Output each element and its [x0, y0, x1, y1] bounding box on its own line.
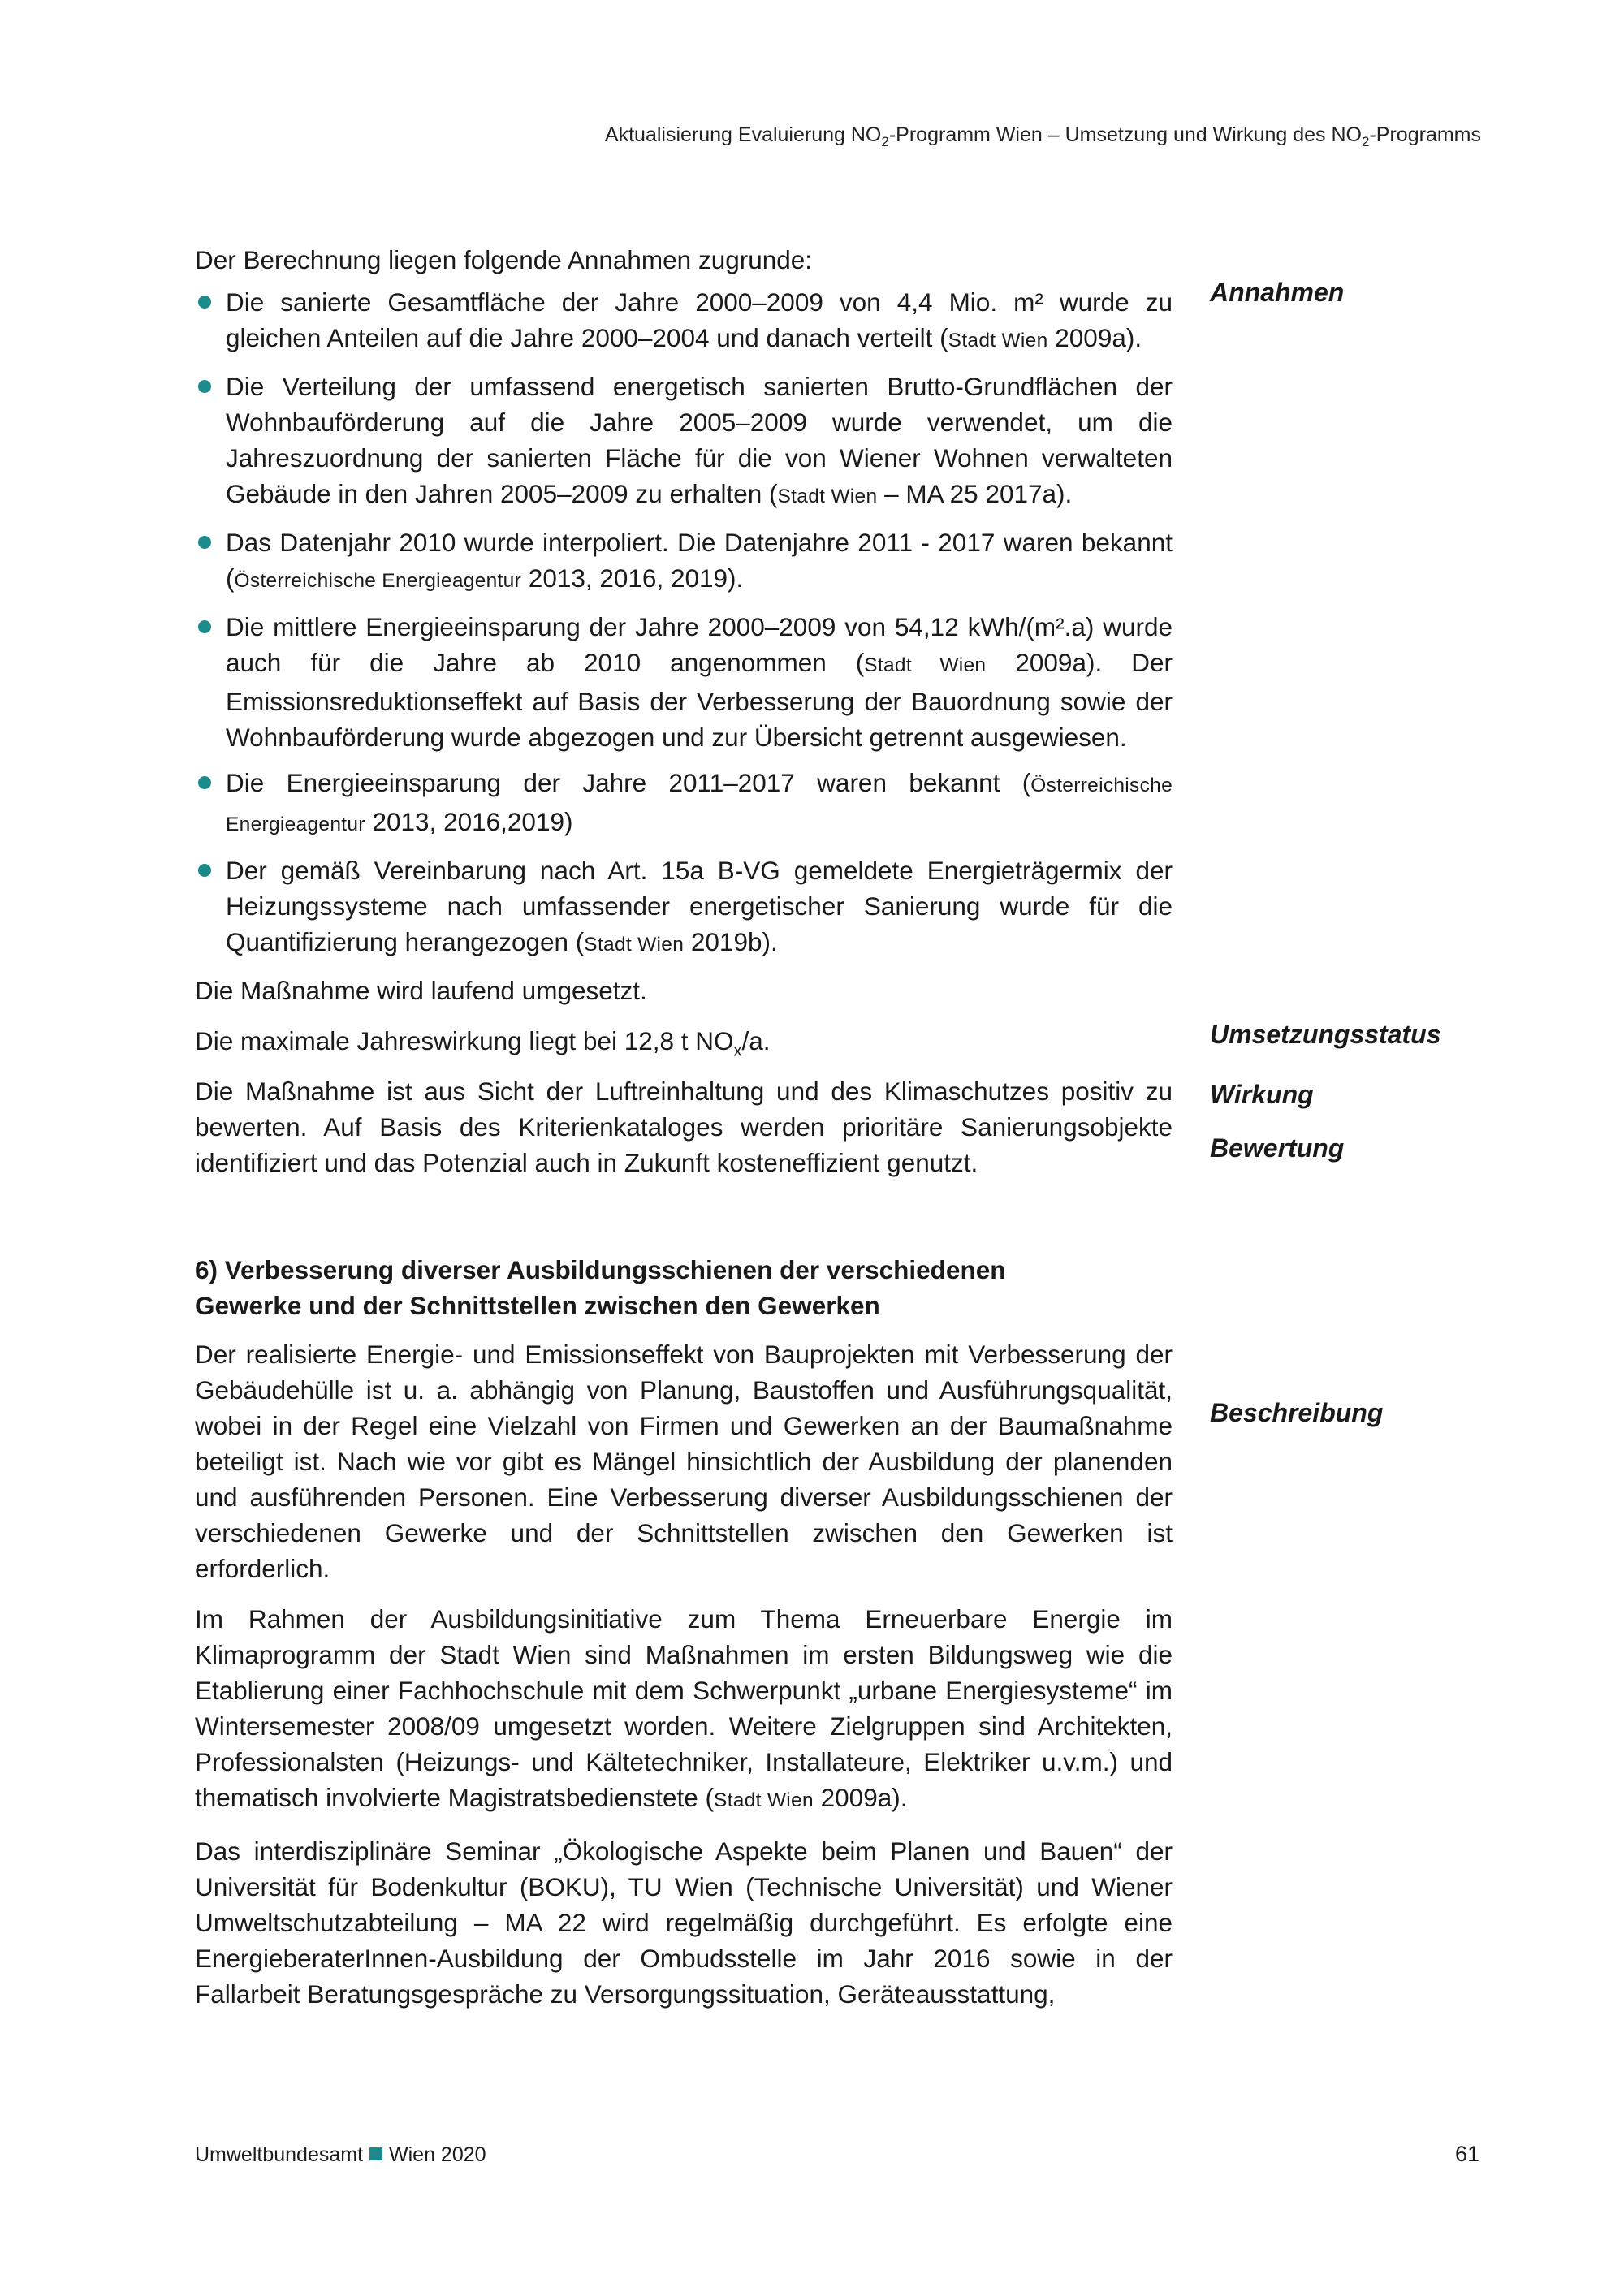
description-paragraph-1: Der realisierte Energie- und Emissionseffekt von Bauprojekten mit Verbesserung der Gebäudehülle ist u. a. abhängig von Planung, Baustoffen und Ausführungsqualität, wobei in der Regel eine Vielzahl von Firmen und Gewerken an der Baumaßnahme beteiligt ist. Nach wie vor gibt es Mängel hinsichtlich der Ausbildung der planenden und ausführenden Personen. Eine Verbesserung diverser Ausbildungsschienen der verschiedenen Gewerke und der Schnittstellen zwischen den Gewerken ist erforderlich.: [195, 1340, 1173, 1583]
margin-note-annahmen: Annahmen: [1210, 278, 1345, 307]
description-paragraph-2: Im Rahmen der Ausbildungsinitiative zum Thema Erneuerbare Energie im Klimaprogramm der Stadt Wien sind Maßnahmen im ersten Bildungsweg wie die Etablierung einer Fachhochschule mit dem Schwerpunkt „urbane Energiesysteme“ im Wintersemester 2008/09 umgesetzt worden. Weitere Zielgruppen sind Architekten, Professionalsten (Heizungs- und Kältetechniker, Installateure, Elektriker u.v.m.) und thematisch involvierte Magistratsbedienstete (Stadt Wien 2009a).: [195, 1604, 1173, 1812]
list-item: Der gemäß Vereinbarung nach Art. 15a B-VG gemeldete Energieträgermix der Heizungssysteme nach umfassender energetischer Sanierung wurde für die Quantifizierung herangezogen (Stadt Wien 2019b).: [195, 852, 1173, 963]
umsetzung-paragraph: Die Maßnahme wird laufend umgesetzt.: [195, 976, 647, 1005]
section-heading: 6) Verbesserung diverser Ausbildungsschienen der verschiedenen Gewerke und der Schnittstellen zwischen den Gewerken: [195, 1255, 1006, 1320]
margin-note-beschreibung: Beschreibung: [1210, 1398, 1384, 1427]
list-item: Die mittlere Energieeinsparung der Jahre 2000–2009 von 54,12 kWh/(m².a) wurde auch für die Jahre ab 2010 angenommen (Stadt Wien 2009a). Der Emissionsreduktionseffekt auf Basis der Verbesserung der Bauordnung sowie der Wohnbauförderung wurde abgezogen und zur Übersicht getrennt ausgewiesen.: [195, 609, 1173, 755]
margin-note-wirkung: Wirkung: [1210, 1080, 1314, 1109]
description-paragraph-3: Das interdisziplinäre Seminar „Ökologische Aspekte beim Planen und Bauen“ der Universität für Bodenkultur (BOKU), TU Wien (Technische Universität) und Wiener Umweltschutzabteilung – MA 22 wird regelmäßig durchgeführt. Es erfolgte eine EnergieberaterInnen-Ausbildung der Ombudsstelle im Jahr 2016 sowie in der Fallarbeit Beratungsgespräche zu Versorgungssituation, Geräteausstattung,: [195, 1836, 1173, 2009]
wirkung-paragraph: Die maximale Jahreswirkung liegt bei 12,8 t $NO_x/a$.: [195, 1026, 771, 1060]
intro-paragraph: Der Berechnung liegen folgende Annahmen zugrunde:: [195, 245, 813, 274]
list-item: Die Verteilung der umfassend energetisch sanierten Brutto-Grundflächen der Wohnbauförderung auf die Jahre 2005–2009 wurde verwendet, um die Jahreszuordnung der sanierten Fläche für die von Wiener Wohnen verwalteten Gebäude in den Jahren 2005–2009 zu erhalten (Stadt Wien – MA 25 2017a).: [195, 369, 1173, 515]
bullet-dot-icon: [198, 776, 211, 789]
margin-note-bewertung: Bewertung: [1210, 1133, 1345, 1163]
page-number: 61: [1454, 2142, 1479, 2166]
list-item: Die sanierte Gesamtfläche der Jahre 2000–2009 von 4,4 Mio. m² wurde zu gleichen Anteilen auf die Jahre 2000–2004 und danach verteilt (Stadt Wien 2009a).: [195, 284, 1173, 359]
main-text-column: [195, 242, 1173, 2012]
assumptions-list: [195, 284, 1173, 963]
bullet-dot-icon: [198, 864, 211, 877]
list-item: Das Datenjahr 2010 wurde interpoliert. Die Datenjahre 2011 - 2017 waren bekannt (Österreichische Energieagentur 2013, 2016, 2019).: [195, 524, 1173, 599]
running-header: Aktualisierung Evaluierung $NO_2$-Programm Wien – Umsetzung und Wirkung des $NO_2$-Programms: [604, 123, 1481, 149]
footer-publisher: Umweltbundesamt Wien 2020: [195, 2143, 486, 2166]
margin-note-umsetzungsstatus: Umsetzungsstatus: [1210, 1020, 1441, 1049]
bullet-dot-icon: [198, 536, 211, 549]
list-item: Die Energieeinsparung der Jahre 2011–2017 waren bekannt (Österreichische Energieagentur 2013, 2016,2019): [195, 765, 1173, 843]
bullet-dot-icon: [198, 380, 211, 393]
bullet-dot-icon: [198, 296, 211, 309]
bewertung-paragraph: Die Maßnahme ist aus Sicht der Luftreinhaltung und des Klimaschutzes positiv zu bewerten. Auf Basis des Kriterienkataloges werden prioritäre Sanierungsobjekte identifiziert und das Potenzial auch in Zukunft kosteneffizient genutzt.: [195, 1077, 1173, 1177]
square-icon: [369, 2147, 382, 2160]
bullet-dot-icon: [198, 620, 211, 633]
